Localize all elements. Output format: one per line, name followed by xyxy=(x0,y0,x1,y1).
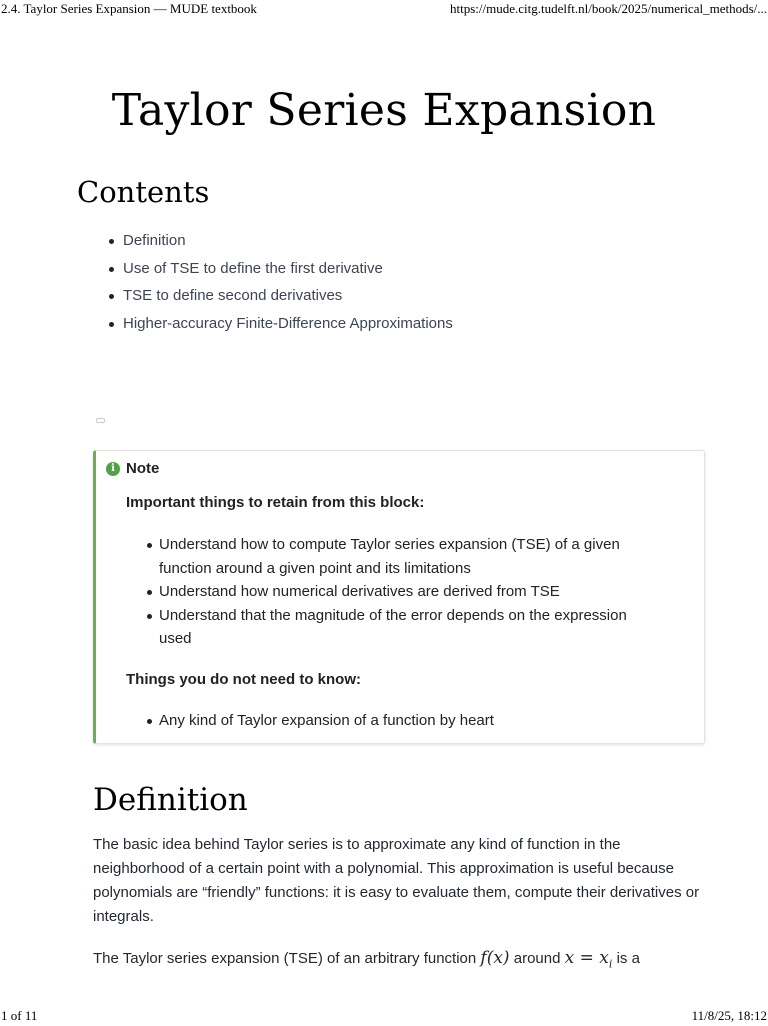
tse-text-suffix: is a xyxy=(616,950,640,967)
tse-text-prefix: The Taylor series expansion (TSE) of an arbitrary function xyxy=(93,950,477,967)
anchor-mark xyxy=(96,418,105,423)
contents-heading: Contents xyxy=(77,175,210,209)
page-counter: 1 of 11 xyxy=(1,1008,38,1023)
note-title: Note xyxy=(126,460,160,477)
print-header xyxy=(0,1,768,19)
contents-list xyxy=(106,230,453,340)
math-x-equals: x = x xyxy=(564,948,609,968)
math-x-equals-xi xyxy=(564,948,613,971)
retain-list xyxy=(144,533,644,651)
not-needed-heading: Things you do not need to know: xyxy=(126,671,361,688)
print-header-url[interactable]: https://mude.citg.tudelft.nl/book/2025/numerical_methods/... xyxy=(449,1,767,16)
contents-link-definition[interactable]: Definition xyxy=(123,232,186,249)
definition-paragraph: The basic idea behind Taylor series is to approximate any kind of function in the neighborhood of a certain point with a polynomial. This approximation is useful because polynomials are “friendly” functions: it is easy to evaluate them, compute their derivatives or integrals. xyxy=(93,836,700,925)
contents-link-higher-accuracy[interactable]: Higher-accuracy Finite-Difference Approximations xyxy=(123,314,453,332)
print-header-title: 2.4. Taylor Series Expansion — MUDE textbook xyxy=(1,1,257,16)
contents-item xyxy=(106,258,453,286)
list-item: Any kind of Taylor expansion of a function by heart xyxy=(144,709,644,733)
print-footer xyxy=(0,1008,768,1026)
retain-heading: Important things to retain from this block: xyxy=(126,494,425,511)
tse-paragraph xyxy=(93,946,708,976)
page-title: Taylor Series Expansion xyxy=(111,85,657,136)
contents-link-first-derivative[interactable]: Use of TSE to define the first derivative xyxy=(123,259,383,277)
contents-link-second-derivatives[interactable]: TSE to define second derivatives xyxy=(123,287,343,305)
contents-item xyxy=(106,285,453,313)
info-icon: i xyxy=(106,462,120,476)
definition-heading: Definition xyxy=(93,782,248,818)
tse-text-mid: around xyxy=(513,950,561,967)
list-item: Understand how to compute Taylor series expansion (TSE) of a given function around a given point and its limitations xyxy=(144,533,644,580)
contents-item xyxy=(106,313,453,341)
list-item: Understand that the magnitude of the error depends on the expression used xyxy=(144,604,644,651)
note-admonition xyxy=(93,450,705,744)
math-subscript: i xyxy=(608,957,613,971)
list-item: Understand how numerical derivatives are derived from TSE xyxy=(144,580,644,604)
math-f-of-x: f(x) xyxy=(480,948,510,968)
contents-item xyxy=(106,230,453,258)
print-datetime: 11/8/25, 18:12 xyxy=(691,1008,767,1023)
not-needed-list xyxy=(144,709,644,733)
